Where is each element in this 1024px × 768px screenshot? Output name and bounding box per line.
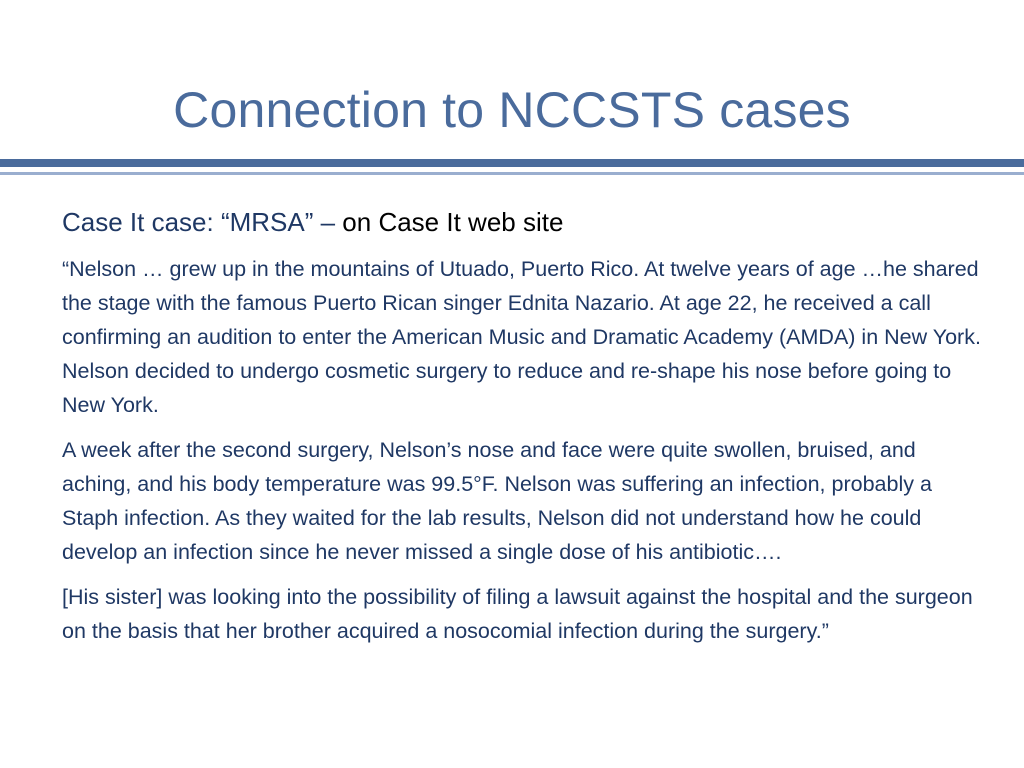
case-heading-label: Case It case: “MRSA” – [62, 207, 336, 237]
slide-body [62, 204, 982, 659]
case-heading [62, 204, 982, 240]
case-paragraph-1: “Nelson … grew up in the mountains of Utuado, Puerto Rico. At twelve years of age …he shared the stage with the famous Puerto Rican singer Ednita Nazario. At age 22, he received a call confirming an audition to enter the American Music and Dramatic Academy (AMDA) in New York. Nelson decided to undergo cosmetic surgery to reduce and re-shape his nose before going to New York. [62, 257, 981, 417]
case-paragraph-2: A week after the second surgery, Nelson’s nose and face were quite swollen, bruised, and aching, and his body temperature was 99.5°F. Nelson was suffering an infection, probably a Staph infection. As they waited for the lab results, Nelson did not understand how he could develop an infection since he never missed a single dose of his antibiotic…. [62, 438, 932, 564]
title-divider-thick [0, 159, 1024, 167]
title-divider-thin [0, 172, 1024, 175]
case-heading-source: on Case It web site [335, 207, 564, 237]
slide-title: Connection to NCCSTS cases [173, 82, 851, 138]
case-paragraph-3: [His sister] was looking into the possibility of filing a lawsuit against the hospital and the surgeon on the basis that her brother acquired a nosocomial infection during the surgery.” [62, 585, 973, 643]
